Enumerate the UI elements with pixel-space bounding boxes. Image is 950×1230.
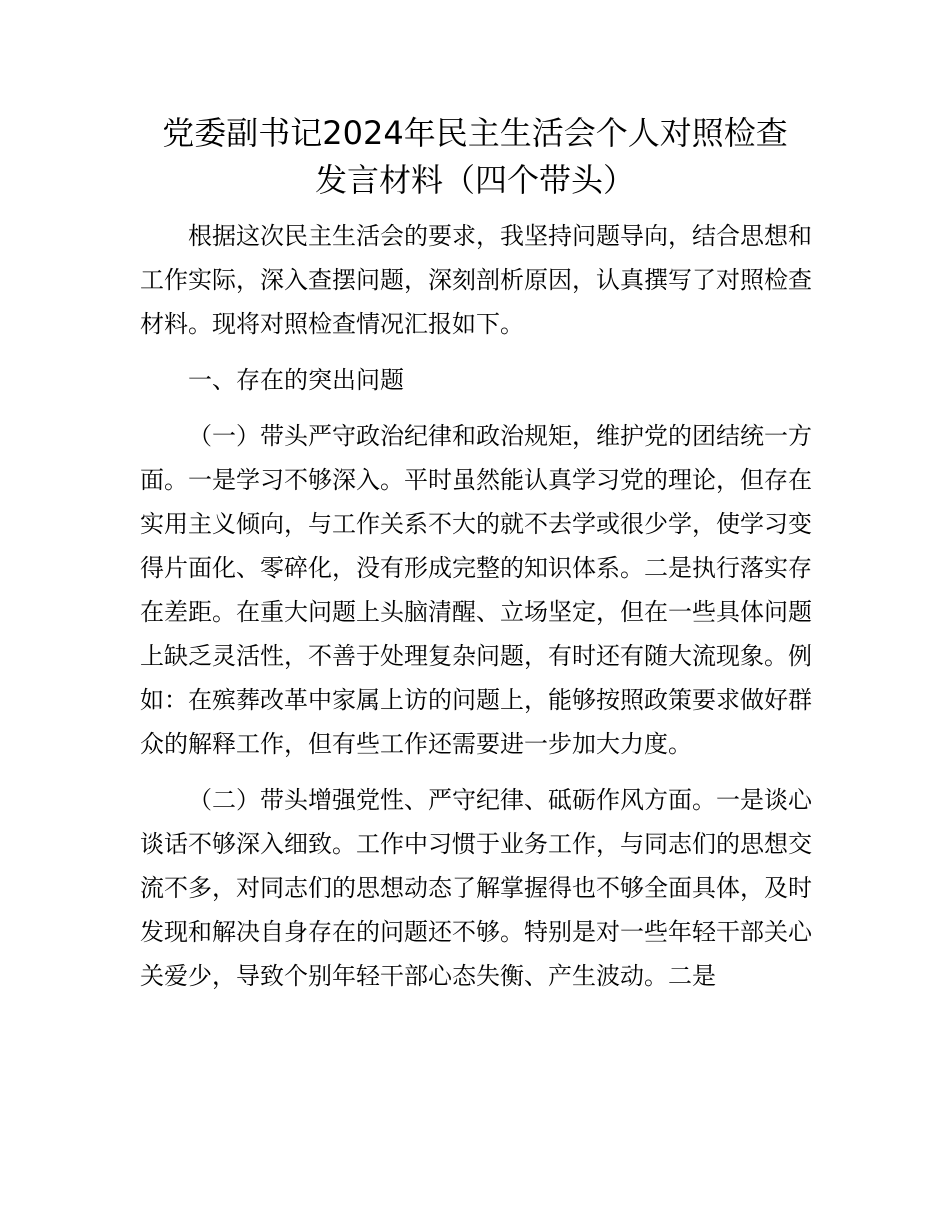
paragraph-item-2: （二）带头增强党性、严守纪律、砥砺作风方面。一是谈心谈话不够深入细致。工作中习惯于业务工作，与同志们的思想交流不多，对同志们的思想动态了解掌握得也不够全面具体，及时发现和解决自身存在的问题还不够。特别是对一些年轻干部关心关爱少，导致个别年轻干部心态失衡、产生波动。二是 (140, 786, 812, 990)
intro-paragraph: 根据这次民主生活会的要求，我坚持问题导向，结合思想和工作实际，深入查摆问题，深刻剖析原因，认真撰写了对照检查材料。现将对照检查情况汇报如下。 (140, 222, 812, 338)
title-line-2: 发言材料（四个带头） (314, 161, 635, 199)
paragraph-item-1: （一）带头严守政治纪律和政治规矩，维护党的团结统一方面。一是学习不够深入。平时虽然能认真学习党的理论，但存在实用主义倾向，与工作关系不大的就不去学或很少学，使学习变得片面化、零碎化，没有形成完整的知识体系。二是执行落实存在差距。在重大问题上头脑清醒、立场坚定，但在一些具体问题上缺乏灵活性，不善于处理复杂问题，有时还有随大流现象。例如：在殡葬改革中家属上访的问题上，能够按照政策要求做好群众的解释工作，但有些工作还需要进一步加大力度。 (140, 422, 812, 758)
document-title (140, 110, 810, 204)
title-line-1: 党委副书记2024年民主生活会个人对照检查 (162, 114, 788, 152)
document-body (140, 214, 812, 1010)
section-heading-problems: 一、存在的突出问题 (188, 366, 404, 394)
